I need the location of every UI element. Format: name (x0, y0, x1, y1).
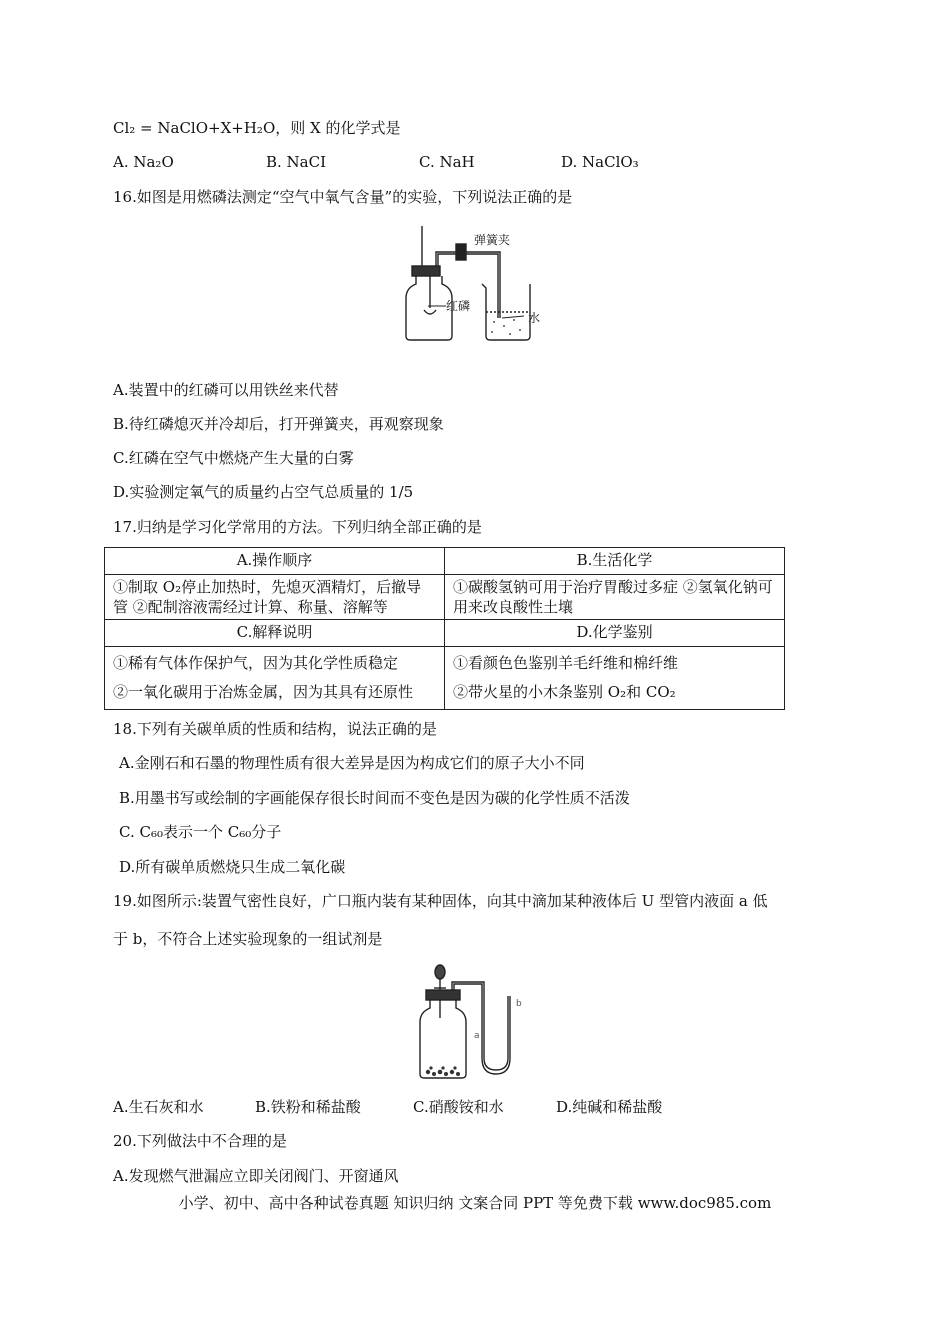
q19-option-a: A.生石灰和水 (113, 1098, 204, 1116)
q15-option-a: A. Na₂O (113, 153, 174, 171)
q17-d-body-1: ①看颜色色鉴别羊毛纤维和棉纤维 (453, 654, 679, 672)
q18-stem: 18.下列有关碳单质的性质和结构，说法正确的是 (113, 720, 437, 738)
q19-stem-line-2: 于 b，不符合上述实验现象的一组试剂是 (113, 930, 383, 948)
q16-option-c: C.红磷在空气中燃烧产生大量的白雾 (113, 449, 354, 467)
q17-a-body: ①制取 O₂停止加热时，先熄灭酒精灯，后撤导管 ②配制溶液需经过计算、称量、溶解等 (105, 575, 445, 620)
q16-option-a: A.装置中的红磷可以用铁丝来代替 (113, 381, 339, 399)
q16-option-d: D.实验测定氧气的质量约占空气总质量的 1/5 (113, 483, 414, 501)
q15-option-c: C. NaH (419, 153, 475, 171)
q19-option-d: D.纯碱和稀盐酸 (556, 1098, 663, 1116)
q16-label-phosphorus: 红磷 (446, 299, 471, 313)
q19-stem-line-1: 19.如图所示:装置气密性良好，广口瓶内装有某种固体，向其中滴加某种液体后 U 型管内液面 a 低 (113, 892, 768, 910)
q18-option-c: C. C₆₀表示一个 C₆₀分子 (119, 823, 282, 841)
q19-apparatus-figure (418, 962, 538, 1082)
q16-label-clip: 弹簧夹 (474, 233, 511, 247)
q20-option-a: A.发现燃气泄漏应立即关闭阀门、开窗通风 (113, 1167, 399, 1185)
q17-c-body-1: ①稀有气体作保护气，因为其化学性质稳定 (113, 654, 399, 672)
q19-options (113, 1097, 813, 1117)
q15-option-d: D. NaClO₃ (561, 153, 639, 171)
q17-b-body: ①碳酸氢钠可用于治疗胃酸过多症 ②氢氧化钠可用来改良酸性土壤 (445, 575, 785, 620)
q18-option-b: B.用墨书写或绘制的字画能保存很长时间而不变色是因为碳的化学性质不活泼 (119, 789, 630, 807)
page-footer: 小学、初中、高中各种试卷真题 知识归纳 文案合同 PPT 等免费下载 www.doc985.com (178, 1194, 772, 1212)
q18-option-d: D.所有碳单质燃烧只生成二氧化碳 (119, 858, 346, 876)
q17-c-body (105, 647, 445, 710)
q17-stem: 17.归纳是学习化学常用的方法。下列归纳全部正确的是 (113, 518, 482, 536)
q16-apparatus-figure (400, 222, 550, 344)
q17-b-head: B.生活化学 (445, 548, 785, 575)
q19-label-b: b (516, 999, 522, 1009)
q17-d-head: D.化学鉴别 (445, 620, 785, 647)
q15-stem-tail: Cl₂ = NaClO+X+H₂O，则 X 的化学式是 (113, 119, 401, 137)
q17-c-head: C.解释说明 (105, 620, 445, 647)
q20-stem: 20.下列做法中不合理的是 (113, 1132, 287, 1150)
q17-d-body-2: ②带火星的小木条鉴别 O₂和 CO₂ (453, 683, 676, 701)
q17-a-head: A.操作顺序 (105, 548, 445, 575)
q15-options (113, 152, 813, 172)
q17-summary-table (104, 547, 785, 710)
q17-c-body-2: ②一氧化碳用于冶炼金属，因为其具有还原性 (113, 683, 414, 701)
q15-option-b: B. NaCI (266, 153, 327, 171)
q19-label-a: a (474, 1031, 480, 1041)
q16-label-water: 水 (528, 311, 541, 325)
q16-option-b: B.待红磷熄灭并冷却后，打开弹簧夹，再观察现象 (113, 415, 444, 433)
q18-option-a: A.金刚石和石墨的物理性质有很大差异是因为构成它们的原子大小不同 (119, 754, 585, 772)
q19-option-b: B.铁粉和稀盐酸 (255, 1098, 361, 1116)
q19-option-c: C.硝酸铵和水 (413, 1098, 504, 1116)
q16-stem: 16.如图是用燃磷法测定“空气中氧气含量”的实验，下列说法正确的是 (113, 188, 573, 206)
q17-d-body (445, 647, 785, 710)
